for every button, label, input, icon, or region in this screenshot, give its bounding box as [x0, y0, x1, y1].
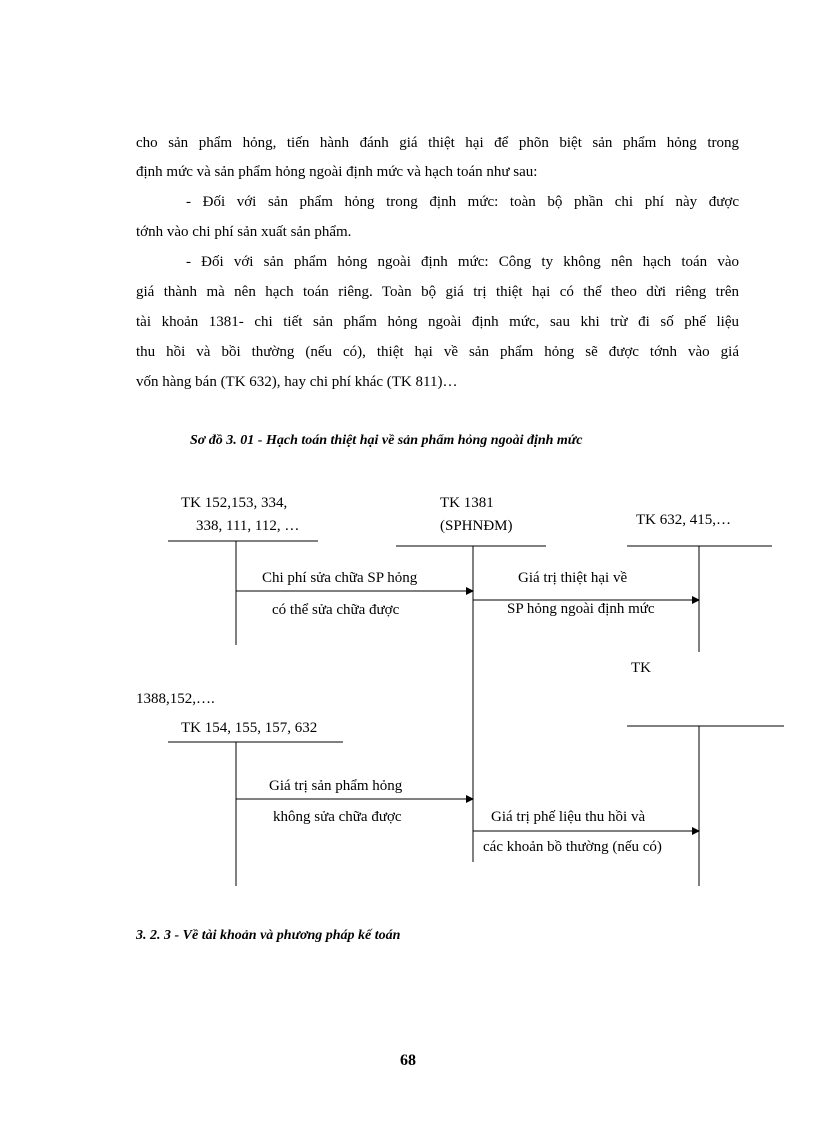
tk1388-label-1: TK: [631, 660, 651, 676]
tk632-label: TK 632, 415,…: [636, 512, 731, 528]
tk154-label: TK 154, 155, 157, 632: [181, 720, 318, 736]
body-line-9: vốn hàng bán (TK 632), hay chi phí khác (TK 811)…: [136, 374, 458, 390]
tk1381-label-1: TK 1381: [440, 495, 494, 511]
body-line-8: thu hồi và bồi thường (nếu có), thiệt hại về sản phẩm hỏng sẽ được tớnh vào giá: [136, 344, 739, 360]
repair-cost-label-2: có thể sửa chữa được: [272, 602, 400, 618]
body-line-1: cho sản phẩm hỏng, tiến hành đánh giá thiệt hại để phõn biệt sản phẩm hỏng trong: [136, 135, 739, 151]
unrepairable-label-1: Giá trị sản phẩm hỏng: [269, 778, 403, 794]
body-line-5: - Đối với sản phẩm hỏng ngoài định mức: Công ty không nên hạch toán vào: [186, 254, 739, 270]
repair-cost-label-1: Chi phí sửa chữa SP hỏng: [262, 570, 418, 586]
body-line-4: tớnh vào chi phí sản xuất sản phẩm.: [136, 224, 352, 240]
section-heading: 3. 2. 3 - Về tài khoản và phương pháp kế toán: [136, 928, 401, 943]
tk152-label-2: 338, 111, 112, …: [196, 518, 300, 534]
body-line-7: tài khoản 1381- chi tiết sản phẩm hỏng ngoài định mức, sau khi trừ đi số phế liệu: [136, 314, 739, 330]
diagram-caption: Sơ đồ 3. 01 - Hạch toán thiệt hại về sản phẩm hỏng ngoài định mức: [190, 433, 583, 448]
scrap-label-2: các khoản bồ thường (nếu có): [483, 839, 662, 855]
loss-value-label-2: SP hỏng ngoài định mức: [507, 601, 655, 617]
loss-value-label-1: Giá trị thiệt hại về: [518, 570, 628, 586]
body-line-6: giá thành mà nên hạch toán riêng. Toàn bộ giá trị thiệt hại có thể theo dừi riêng trên: [136, 284, 739, 300]
body-line-3: - Đối với sản phẩm hỏng trong định mức: toàn bộ phần chi phí này được: [186, 194, 739, 210]
page-number: 68: [400, 1052, 416, 1069]
tk1388-label-2: 1388,152,….: [136, 691, 215, 707]
tk152-label-1: TK 152,153, 334,: [181, 495, 288, 511]
unrepairable-label-2: không sửa chữa được: [273, 809, 402, 825]
tk1381-label-2: (SPHNĐM): [440, 518, 513, 534]
body-line-2: định mức và sản phẩm hỏng ngoài định mức và hạch toán như sau:: [136, 164, 538, 180]
scrap-label-1: Giá trị phế liệu thu hồi và: [491, 809, 646, 825]
